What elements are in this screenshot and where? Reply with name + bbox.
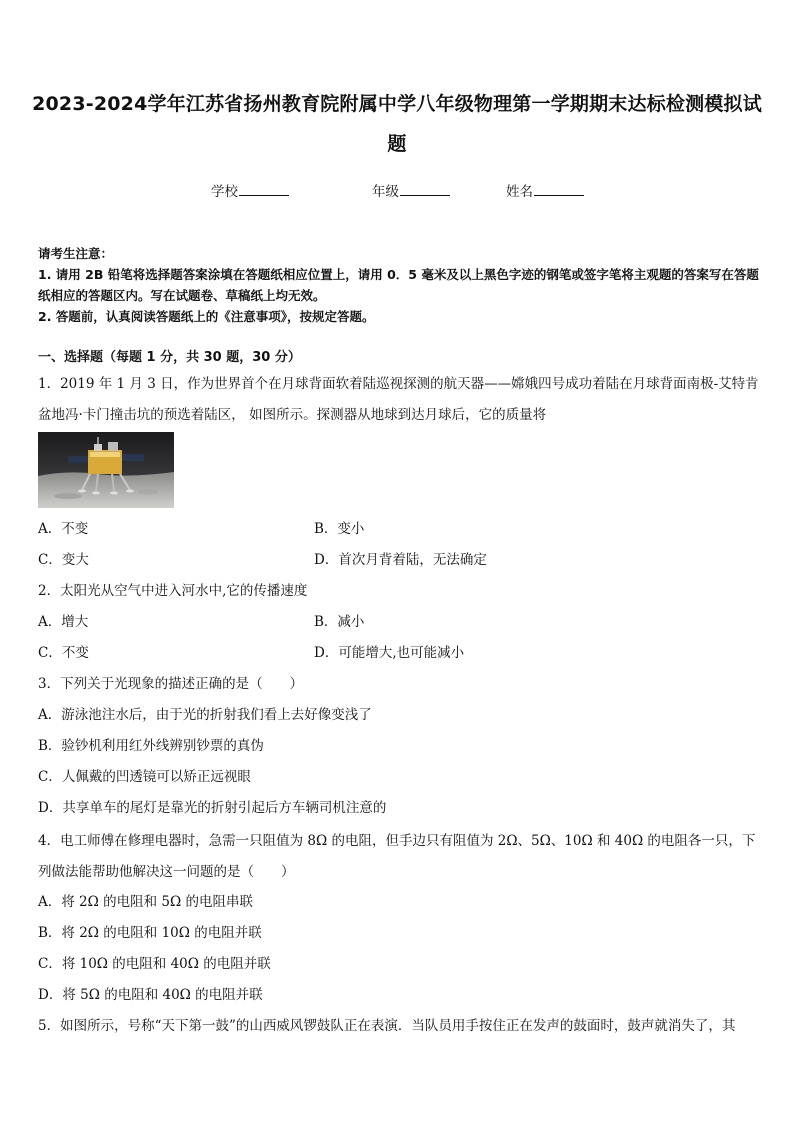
notice-item-1: 1. 请用 2B 铅笔将选择题答案涂填在答题纸相应位置上，请用 0．5 毫米及以上黑色字迹的钢笔或签字笔将主观题的答案写在答题纸相应的答题区内。写在试题卷、草稿纸上均无效。	[38, 267, 759, 303]
grade-label: 年级	[372, 184, 399, 200]
question-3-option-c: C．人佩戴的凹透镜可以矫正远视眼	[38, 769, 251, 785]
student-info-fields	[0, 180, 794, 202]
page-title: 2023-2024学年江苏省扬州教育院附属中学八年级物理第一学期期末达标检测模拟试题	[32, 93, 762, 155]
lunar-lander-image	[38, 432, 174, 508]
question-4-option-a: A．将 2Ω 的电阻和 5Ω 的电阻串联	[38, 894, 253, 910]
section-heading: 一、选择题（每题 1 分，共 30 题，30 分）	[38, 350, 301, 365]
lunar-lander-photo	[38, 432, 174, 508]
question-1-option-b: B．变小	[314, 521, 365, 537]
question-1-option-a: A．不变	[38, 521, 89, 537]
question-3-option-b: B．验钞机利用红外线辨别钞票的真伪	[38, 738, 264, 754]
question-5-stem: 5．如图所示，号称“天下第一鼓”的山西威风锣鼓队正在表演．当队员用手按住正在发声的鼓面时，鼓声就消失了，其	[38, 1018, 736, 1034]
school-blank	[239, 181, 289, 196]
name-field	[506, 180, 584, 200]
notice-item-2: 2. 答题前，认真阅读答题纸上的《注意事项》，按规定答题。	[38, 309, 375, 324]
question-2-option-d: D．可能增大,也可能减小	[314, 645, 465, 661]
question-4-option-b: B．将 2Ω 的电阻和 10Ω 的电阻并联	[38, 925, 262, 941]
question-1-option-c: C．变大	[38, 552, 89, 568]
question-2-option-c: C．不变	[38, 645, 89, 661]
grade-field	[372, 180, 450, 200]
school-field	[211, 180, 289, 200]
name-label: 姓名	[506, 184, 533, 200]
question-2-option-a: A．增大	[38, 614, 89, 630]
question-4-stem: 4．电工师傅在修理电器时，急需一只阻值为 8Ω 的电阻，但手边只有阻值为 2Ω、5Ω、10Ω 和 40Ω 的电阻各一只，下列做法能帮助他解决这一问题的是（ ）	[38, 833, 756, 880]
question-3-stem: 3．下列关于光现象的描述正确的是（ ）	[38, 676, 304, 692]
question-4-option-c: C．将 10Ω 的电阻和 40Ω 的电阻并联	[38, 956, 271, 972]
question-2-option-b: B．减小	[314, 614, 365, 630]
question-2-stem: 2．太阳光从空气中进入河水中,它的传播速度	[38, 583, 308, 599]
question-1-option-d: D．首次月背着陆，无法确定	[314, 552, 487, 568]
grade-blank	[400, 181, 450, 196]
school-label: 学校	[211, 184, 238, 200]
name-blank	[534, 181, 584, 196]
notice-heading: 请考生注意：	[38, 246, 114, 261]
question-1-stem: 1．2019 年 1 月 3 日，作为世界首个在月球背面软着陆巡视探测的航天器——嫦娥四号成功着陆在月球背面南极-艾特肯盆地冯·卡门撞击坑的预选着陆区， 如图所示。探测器从地球到达月球后，它的质量将	[38, 376, 759, 423]
question-3-option-a: A．游泳池注水后，由于光的折射我们看上去好像变浅了	[38, 707, 372, 723]
question-3-option-d: D．共享单车的尾灯是靠光的折射引起后方车辆司机注意的	[38, 800, 387, 816]
question-4-option-d: D．将 5Ω 的电阻和 40Ω 的电阻并联	[38, 987, 263, 1003]
exam-notice	[38, 243, 760, 327]
